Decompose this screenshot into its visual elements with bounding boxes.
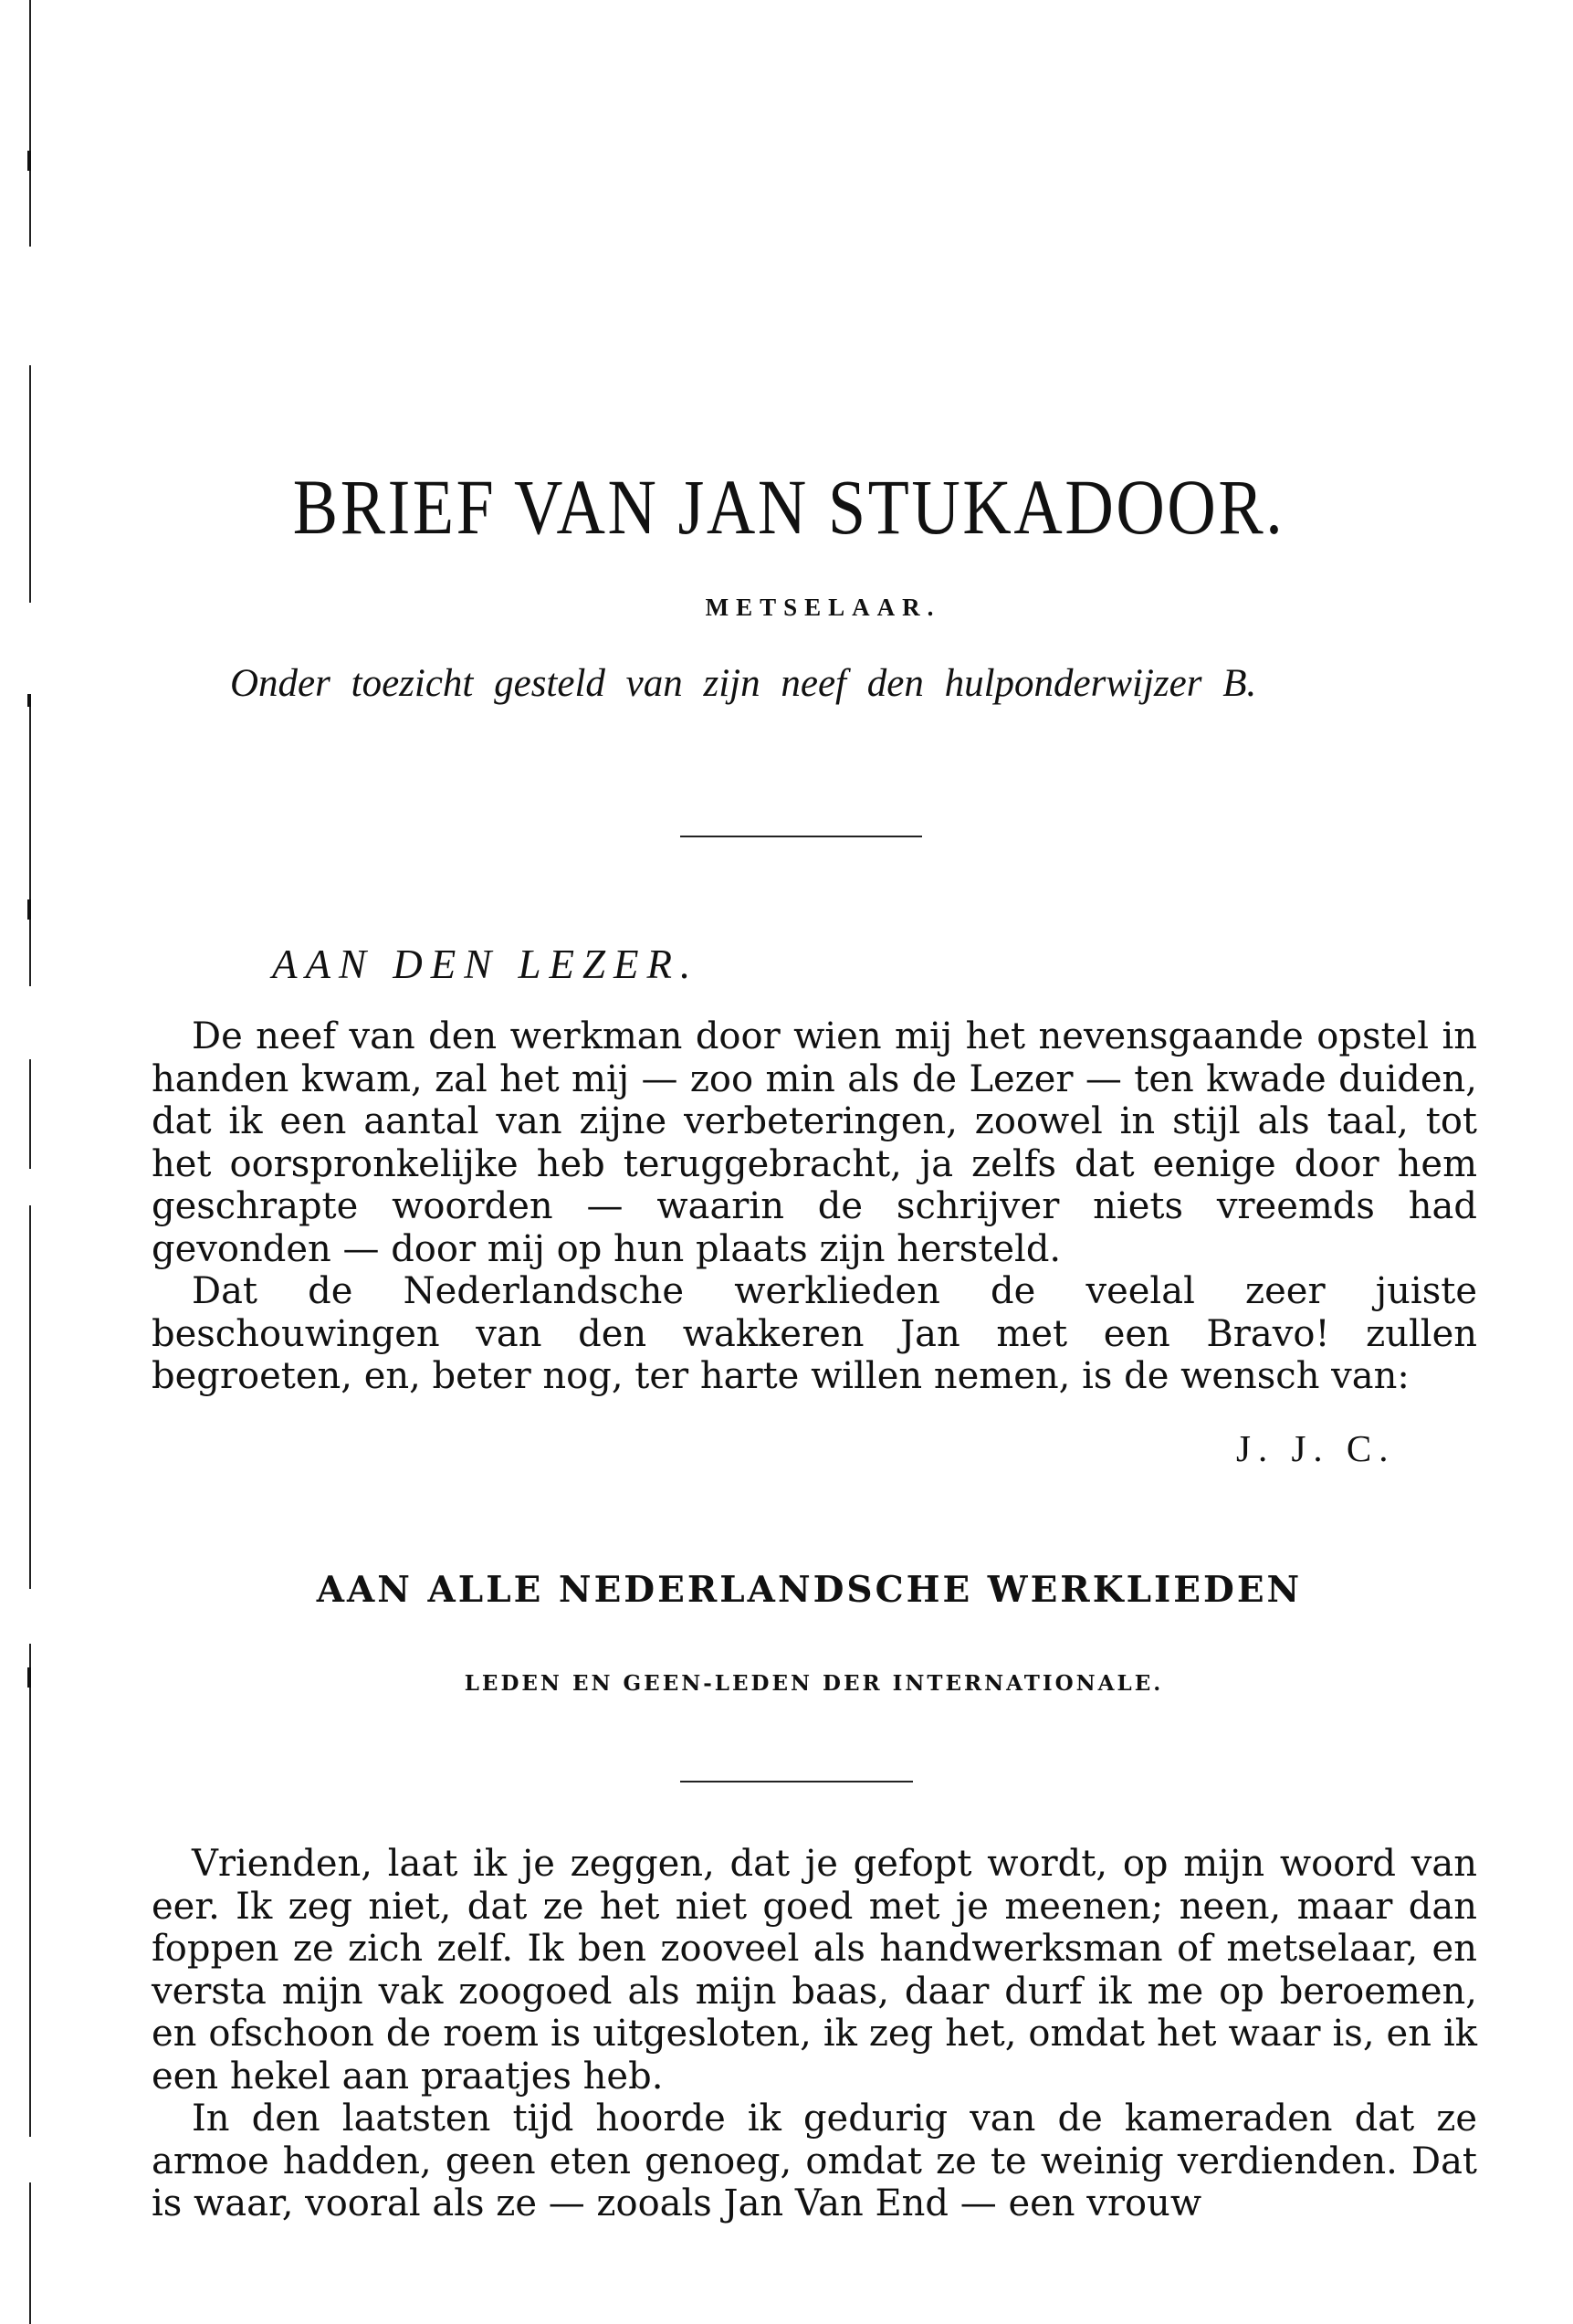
margin-tick — [27, 694, 31, 707]
margin-tick — [27, 899, 31, 920]
document-title: BRIEF VAN JAN STUKADOOR. — [292, 463, 1285, 551]
letter-paragraph: In den laatsten tijd hoorde ik gedurig van de kameraden dat ze armoe hadden, geen eten genoeg, omdat ze te weinig verdienden. Dat is waar, vooral als ze — zooals Jan Van End — een vrouw — [152, 2098, 1477, 2224]
supervision-note: Onder toezicht gesteld van zijn neef den hulponderwijzer B. — [230, 662, 1257, 705]
margin-rule — [29, 2182, 31, 2324]
preface-paragraph: De neef van den werkman door wien mij het nevensgaande opstel in handen kwam, zal het mij — zoo min als de Lezer — ten kwade duiden, dat ik een aantal van zijne verbeteringen, zoowel in stijl als taal, tot het oorspronkelijke heb teruggebracht, ja zelfs dat eenige door hem geschrapte woorden — waarin de schrijver niets vreemds had gevonden — door mij op hun plaats zijn hersteld. — [152, 1015, 1477, 1270]
divider — [680, 1781, 913, 1782]
margin-rule — [29, 1644, 31, 2137]
letter-text — [152, 1843, 1477, 2225]
margin-rule — [29, 694, 31, 986]
divider — [680, 836, 922, 837]
letter-paragraph: Vrienden, laat ik je zeggen, dat je gefopt wordt, op mijn woord van eer. Ik zeg niet, dat ze het niet goed met je meenen; neen, maar dan foppen ze zich zelf. Ik ben zooveel als handwerksman of metselaar, en versta mijn vak zoogoed als mijn baas, daar durf ik me op beroemen, en ofschoon de roem is uitgesloten, ik zeg het, omdat het waar is, en ik een hekel aan praatjes heb. — [152, 1843, 1477, 2098]
preface-text — [152, 1015, 1477, 1398]
margin-rule — [29, 1059, 31, 1169]
preface-paragraph: Dat de Nederlandsche werklieden de veelal zeer juiste beschouwingen van den wakkeren Jan met een Bravo! zullen begroeten, en, beter nog, ter harte willen nemen, is de wensch van: — [152, 1270, 1477, 1397]
letter-heading: AAN ALLE NEDERLANDSCHE WERKLIEDEN — [316, 1569, 1303, 1611]
margin-rule — [29, 0, 31, 247]
letter-subheading: LEDEN EN GEEN-LEDEN DER INTERNATIONALE. — [464, 1671, 1164, 1696]
document-subtitle: METSELAAR. — [705, 594, 941, 621]
preface-signature: J. J. C. — [1236, 1427, 1396, 1469]
margin-rule — [29, 365, 31, 603]
margin-rule — [29, 1205, 31, 1589]
preface-heading: AAN DEN LEZER. — [272, 941, 699, 987]
margin-tick — [27, 151, 31, 171]
